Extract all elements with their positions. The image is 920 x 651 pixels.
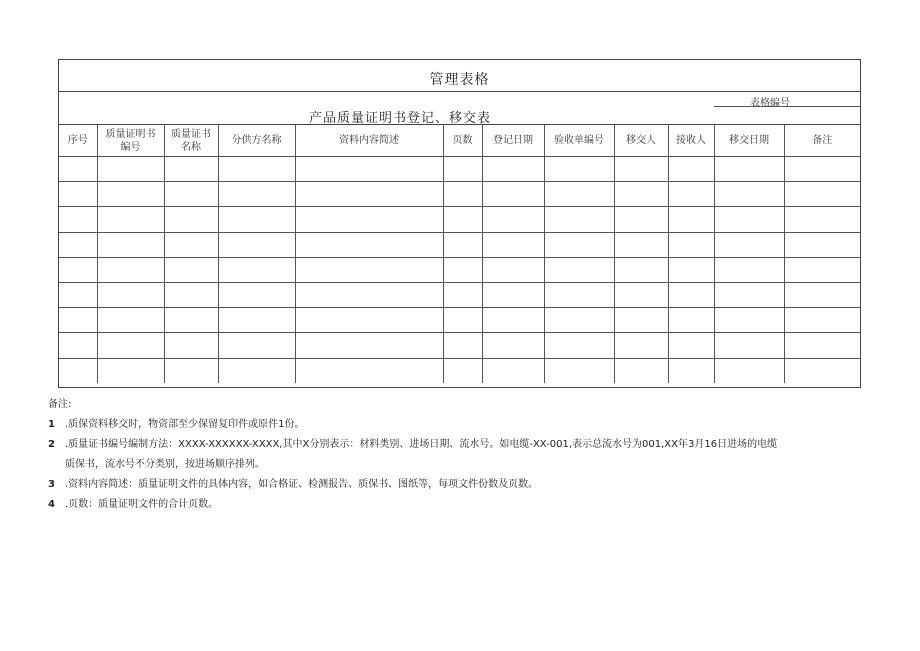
table-cell[interactable] [668,182,714,207]
table-header-row [59,125,860,157]
table-cell[interactable] [218,358,295,383]
table-cell[interactable] [668,282,714,307]
table-cell[interactable] [218,333,295,358]
table-cell[interactable] [784,257,860,282]
table-cell[interactable] [714,333,784,358]
column-header [59,125,97,157]
column-header [295,125,443,157]
table-cell[interactable] [614,333,668,358]
table-cell[interactable] [295,207,443,232]
table-cell[interactable] [59,333,97,358]
table-cell[interactable] [614,207,668,232]
column-header [164,125,218,157]
table-cell[interactable] [544,333,614,358]
table-cell[interactable] [164,207,218,232]
table-cell[interactable] [544,207,614,232]
table-cell[interactable] [443,358,482,383]
note-text: .质量证书编号编制方法：XXXX-XXXXXX-XXXX,其中X分别表示：材料类别、进场日期、流水号。如电缆-XX-001,表示总流水号为001,XX年3月16日进场的电缆 [65,439,778,450]
column-header [218,125,295,157]
table-cell[interactable] [97,157,164,182]
table-cell[interactable] [714,257,784,282]
column-header-line: 编号 [120,141,141,153]
table-cell[interactable] [443,282,482,307]
column-header-line: 资料内容简述 [339,135,399,146]
note-item [48,438,878,472]
column-header-line: 分供方名称 [231,135,282,146]
table-cell[interactable] [218,207,295,232]
table-cell[interactable] [164,333,218,358]
table-cell[interactable] [482,333,544,358]
table-cell[interactable] [482,308,544,333]
table-cell[interactable] [784,182,860,207]
table-cell[interactable] [59,207,97,232]
column-header [668,125,714,157]
column-header [97,125,164,157]
table-cell[interactable] [544,232,614,257]
table-row [59,358,860,383]
notes-section [48,398,878,518]
table-row [59,282,860,307]
table-cell[interactable] [714,358,784,383]
column-header-line: 质量证书 [171,128,211,140]
table-cell[interactable] [59,257,97,282]
form-frame [58,59,861,388]
table-cell[interactable] [295,182,443,207]
table-cell[interactable] [482,358,544,383]
column-header-line: 接收人 [676,135,706,146]
column-header [443,125,482,157]
table-cell[interactable] [714,282,784,307]
table-cell[interactable] [295,232,443,257]
note-number: 4 [48,499,55,510]
table-cell[interactable] [164,157,218,182]
table-cell[interactable] [295,157,443,182]
table-row [59,157,860,182]
table-cell[interactable] [443,207,482,232]
table-cell[interactable] [295,333,443,358]
table-cell[interactable] [614,182,668,207]
column-header-line: 移交日期 [729,135,769,146]
table-cell[interactable] [295,308,443,333]
table-cell[interactable] [784,308,860,333]
table-cell[interactable] [784,333,860,358]
column-header [482,125,544,157]
column-header-line: 移交人 [626,135,656,146]
table-cell[interactable] [218,308,295,333]
column-header-line: 备注 [812,135,833,146]
note-number: 2 [48,439,55,450]
table-row [59,333,860,358]
table-cell[interactable] [97,232,164,257]
table-cell[interactable] [544,282,614,307]
table-body [59,157,860,383]
table-cell[interactable] [97,333,164,358]
table-cell[interactable] [443,333,482,358]
table-cell[interactable] [443,232,482,257]
table-cell[interactable] [97,308,164,333]
title-row [59,60,860,92]
table-cell[interactable] [164,257,218,282]
table-cell[interactable] [482,282,544,307]
table-cell[interactable] [668,207,714,232]
column-header [714,125,784,157]
column-header-line: 名称 [181,141,201,153]
table-cell[interactable] [668,308,714,333]
register-table [59,125,860,383]
table-cell[interactable] [218,257,295,282]
table-cell[interactable] [714,207,784,232]
table-cell[interactable] [482,182,544,207]
table-cell[interactable] [443,308,482,333]
table-cell[interactable] [614,282,668,307]
column-header-line: 质量证明书 [105,128,156,140]
table-cell[interactable] [482,257,544,282]
table-cell[interactable] [614,257,668,282]
note-item [48,478,878,492]
table-cell[interactable] [668,232,714,257]
table-cell[interactable] [295,257,443,282]
column-header-line: 页数 [452,135,473,146]
main-title: 管理表格 [429,72,490,88]
table-cell[interactable] [59,282,97,307]
table-cell[interactable] [668,358,714,383]
table-cell[interactable] [668,257,714,282]
table-cell[interactable] [784,207,860,232]
table-cell[interactable] [614,358,668,383]
table-row [59,207,860,232]
column-header [544,125,614,157]
table-cell[interactable] [97,207,164,232]
table-cell[interactable] [164,282,218,307]
table-cell[interactable] [164,232,218,257]
table-cell[interactable] [714,232,784,257]
table-row [59,232,860,257]
table-cell[interactable] [59,157,97,182]
column-header-line: 验收单编号 [554,135,604,146]
table-cell[interactable] [97,358,164,383]
table-row [59,182,860,207]
table-cell[interactable] [164,308,218,333]
table-cell[interactable] [59,232,97,257]
form-number-line [714,106,860,107]
note-text: .资料内容简述：质量证明文件的具体内容，如合格证、检测报告、质保书、图纸等，每项文件份数及页数。 [65,479,539,490]
table-cell[interactable] [482,207,544,232]
table-cell[interactable] [295,282,443,307]
table-cell[interactable] [295,358,443,383]
table-cell[interactable] [614,157,668,182]
table-cell[interactable] [482,232,544,257]
note-text-continuation: 质保书，流水号不分类别，按进场顺序排列。 [65,459,265,470]
note-text: .页数：质量证明文件的合计页数。 [65,499,219,510]
note-number: 1 [48,419,55,430]
table-cell[interactable] [218,182,295,207]
document-title: 产品质量证明书登记、移交表 [309,111,492,126]
table-cell[interactable] [59,358,97,383]
table-cell[interactable] [443,257,482,282]
table-cell[interactable] [443,182,482,207]
table-cell[interactable] [544,257,614,282]
table-cell[interactable] [784,232,860,257]
table-cell[interactable] [714,182,784,207]
table-cell[interactable] [164,358,218,383]
table-cell[interactable] [668,157,714,182]
note-item [48,418,878,432]
table-cell[interactable] [97,182,164,207]
table-row [59,257,860,282]
table-cell[interactable] [218,232,295,257]
notes-heading: 备注: [48,399,72,410]
table-cell[interactable] [218,157,295,182]
subtitle-row [59,92,860,125]
table-cell[interactable] [544,308,614,333]
table-cell[interactable] [59,182,97,207]
column-header [784,125,860,157]
table-cell[interactable] [714,157,784,182]
table-cell[interactable] [97,282,164,307]
table-cell[interactable] [784,282,860,307]
table-row [59,308,860,333]
table-cell[interactable] [482,157,544,182]
table-cell[interactable] [544,182,614,207]
note-item [48,498,878,512]
table-cell[interactable] [784,358,860,383]
table-cell[interactable] [544,358,614,383]
table-cell[interactable] [614,308,668,333]
column-header [614,125,668,157]
table-cell[interactable] [668,333,714,358]
table-cell[interactable] [97,257,164,282]
table-cell[interactable] [218,282,295,307]
table-cell[interactable] [784,157,860,182]
table-cell[interactable] [164,182,218,207]
table-cell[interactable] [59,308,97,333]
column-header-line: 序号 [67,135,88,146]
table-cell[interactable] [714,308,784,333]
note-number: 3 [48,479,55,490]
notes-list [48,418,878,512]
form-number-label: 表格编号 [750,98,790,109]
column-header-line: 登记日期 [493,135,533,146]
table-cell[interactable] [544,157,614,182]
note-text: .质保资料移交时，物资部至少保留复印件或原件1份。 [65,419,305,430]
table-cell[interactable] [614,232,668,257]
table-cell[interactable] [443,157,482,182]
